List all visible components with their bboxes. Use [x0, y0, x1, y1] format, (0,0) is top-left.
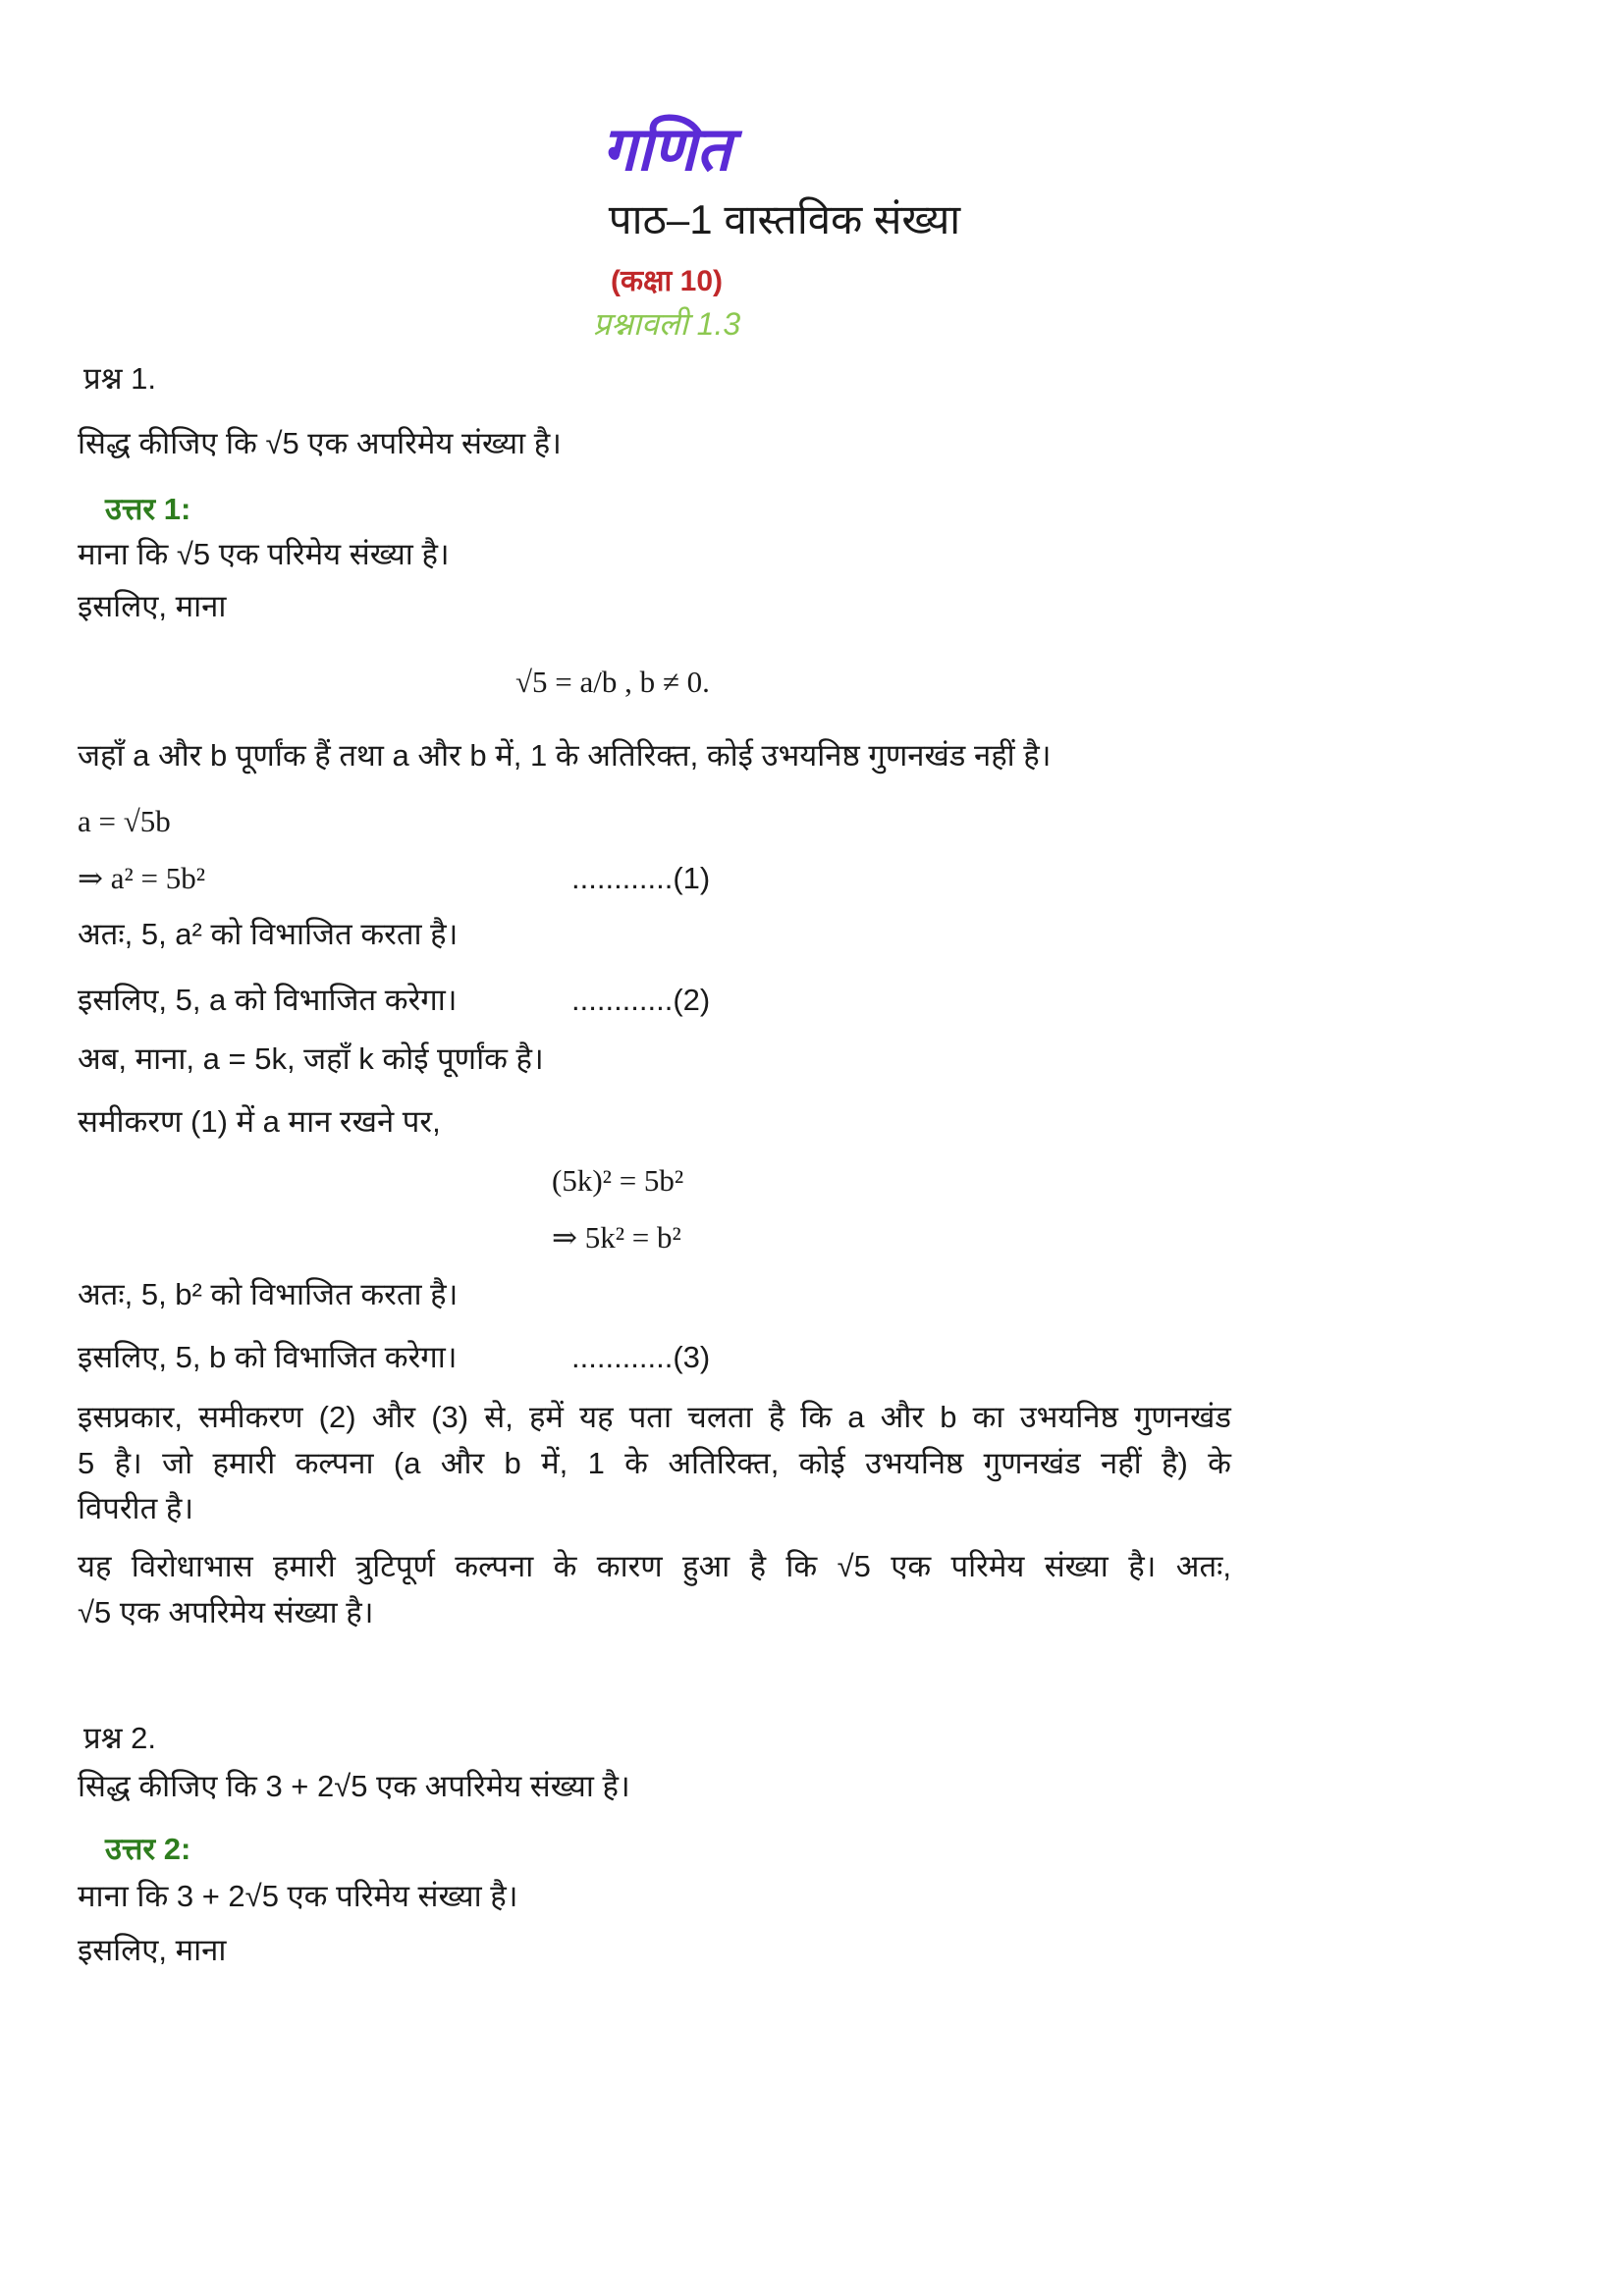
answer-line: जहाँ a और b पूर्णांक हैं तथा a और b में, 1 के अतिरिक्त, कोई उभयनिष्ठ गुणनखंड नहीं है। [78, 738, 1052, 773]
answer-line: इसलिए, माना [78, 589, 227, 623]
equation-ref-3: ............(3) [571, 1340, 711, 1374]
answer-line: अब, माना, a = 5k, जहाँ k कोई पूर्णांक है। [78, 1041, 544, 1076]
equation: ⇒ 5k² = b² [552, 1220, 681, 1255]
answer-2-label: उत्तर 2: [105, 1832, 191, 1866]
question-2-label: प्रश्न 2. [83, 1721, 157, 1755]
answer-line: इसलिए, 5, b को विभाजित करेगा। [78, 1340, 458, 1374]
question-1-text: सिद्ध कीजिए कि √5 एक अपरिमेय संख्या है। [78, 426, 562, 460]
paragraph-line: इसप्रकार, समीकरण (2) और (3) से, हमें यह पता चलता है कि a और b का उभयनिष्ठ गुणनखंड [78, 1400, 1231, 1434]
answer-line: माना कि √5 एक परिमेय संख्या है। [78, 537, 450, 571]
equation-ref-2: ............(2) [571, 983, 711, 1017]
answer-line: समीकरण (1) में a मान रखने पर, [78, 1104, 441, 1139]
answer-line: माना कि 3 + 2√5 एक परिमेय संख्या है। [78, 1879, 518, 1913]
class-label: (कक्षा 10) [610, 265, 723, 297]
exercise-label: प्रश्नावली 1.3 [592, 306, 741, 342]
chapter-title: पाठ–1 वास्तविक संख्या [608, 196, 961, 242]
equation: (5k)² = 5b² [552, 1163, 684, 1198]
answer-1-label: उत्तर 1: [105, 492, 191, 526]
paragraph-line: विपरीत है। [78, 1491, 194, 1525]
paragraph-line: 5 है। जो हमारी कल्पना (a और b में, 1 के अतिरिक्त, कोई उभयनिष्ठ गुणनखंड नहीं है) के [78, 1446, 1231, 1480]
paragraph-line: √5 एक अपरिमेय संख्या है। [78, 1595, 374, 1629]
answer-line: अतः, 5, b² को विभाजित करता है। [78, 1277, 459, 1311]
answer-line: इसलिए, 5, a को विभाजित करेगा। [78, 983, 458, 1017]
question-1-label: प्रश्न 1. [83, 361, 157, 396]
subject-title: गणित [602, 116, 731, 184]
question-2-text: सिद्ध कीजिए कि 3 + 2√5 एक अपरिमेय संख्या है। [78, 1769, 630, 1803]
equation: ⇒ a² = 5b² [78, 861, 206, 895]
equation: a = √5b [78, 804, 171, 838]
answer-line: अतः, 5, a² को विभाजित करता है। [78, 917, 459, 951]
equation-ref-1: ............(1) [571, 861, 711, 895]
equation: √5 = a/b , b ≠ 0. [515, 665, 710, 699]
paragraph-line: यह विरोधाभास हमारी त्रुटिपूर्ण कल्पना के कारण हुआ है कि √5 एक परिमेय संख्या है। अतः, [78, 1549, 1231, 1583]
answer-line: इसलिए, माना [78, 1933, 227, 1967]
